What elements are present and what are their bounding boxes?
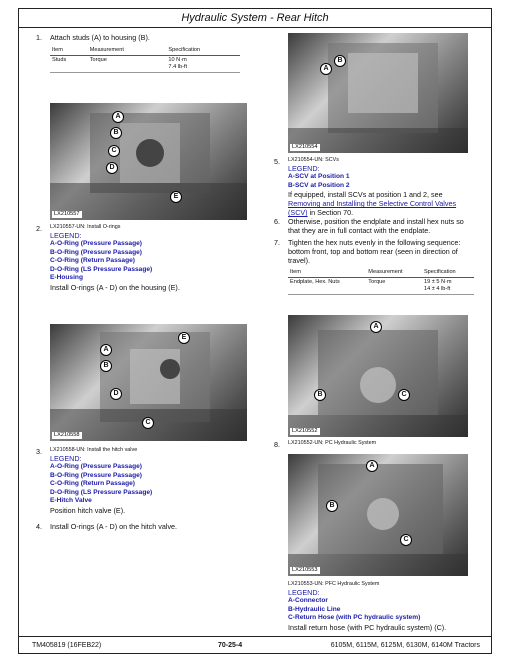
footer-doc-id: TM405819 (16FEB22) <box>32 642 102 649</box>
photo-label: LX210558 <box>54 432 80 438</box>
step-1 <box>36 33 256 73</box>
legend-item: B-O-Ring (Pressure Passage) <box>50 248 142 256</box>
callout-b: B <box>334 55 346 67</box>
step-text: Otherwise, position the endplate and install hex nuts so that they are in full contact with the endplate. <box>288 217 464 235</box>
callout-e: E <box>170 191 182 203</box>
callout-e: E <box>178 332 190 344</box>
step-text-part: If equipped, install SCVs at position 1 and 2, see <box>288 190 443 199</box>
figure-caption: LX210557-UN: Install O-rings <box>50 224 121 230</box>
legend-item: E-Housing <box>50 274 83 281</box>
spec-table <box>288 268 474 295</box>
callout-b: B <box>326 500 338 512</box>
page-footer <box>18 636 492 654</box>
legend-item: A-Connector <box>288 597 328 604</box>
legend-item: B-SCV at Position 2 <box>288 181 350 189</box>
legend-title: LEGEND: <box>50 231 82 240</box>
callout-b: B <box>100 360 112 372</box>
callout-a: A <box>320 63 332 75</box>
figure-caption: LX210554-UN: SCVs <box>288 157 339 163</box>
figure-caption: LX210553-UN: PFC Hydraulic System <box>288 581 380 587</box>
spec-header: Specification <box>422 268 474 278</box>
spec-header: Specification <box>166 46 240 56</box>
step-5 <box>274 157 474 217</box>
spec-header: Measurement <box>88 46 167 56</box>
step-number: 7. <box>274 238 280 247</box>
spec-cell: 10 N·m 7.4 lb-ft <box>166 56 240 73</box>
callout-d: D <box>106 162 118 174</box>
step-number: 8. <box>274 440 280 449</box>
spec-header: Item <box>288 268 366 278</box>
callout-a: A <box>366 460 378 472</box>
photo-illustration <box>288 33 468 153</box>
callout-a: A <box>100 344 112 356</box>
callout-c: C <box>400 534 412 546</box>
legend-item: A-O-Ring (Pressure Passage) <box>50 240 142 247</box>
photo-scvs <box>288 33 468 153</box>
spec-header: Item <box>50 46 88 56</box>
table-row <box>288 278 474 295</box>
legend-item: D-O-Ring (LS Pressure Passage) <box>50 488 153 496</box>
legend-item: E-Hitch Valve <box>50 497 92 504</box>
callout-b: B <box>314 389 326 401</box>
photo-label: LX210557 <box>54 211 80 217</box>
photo-label: LX210554 <box>292 144 318 150</box>
photo-illustration <box>288 315 468 437</box>
step-text: Install O-rings (A - D) on the housing (E). <box>50 282 180 292</box>
photo-pfc-hydraulic-system <box>288 454 468 576</box>
footer-page-number: 70-25-4 <box>218 642 243 649</box>
legend-item: C-Return Hose (with PC hydraulic system) <box>288 614 421 621</box>
step-number: 2. <box>36 224 42 233</box>
callout-d: D <box>110 388 122 400</box>
spec-cell: Torque <box>366 278 422 295</box>
figure-caption: LX210552-UN: PC Hydraulic System <box>288 440 377 446</box>
page-header: Hydraulic System - Rear Hitch <box>18 8 492 28</box>
step-text <box>288 190 474 217</box>
callout-a: A <box>370 321 382 333</box>
step-text: Install O-rings (A - D) on the hitch valve. <box>50 522 178 531</box>
photo-illustration <box>50 103 247 220</box>
step-text-part: in Section 70. <box>307 208 354 217</box>
legend-title: LEGEND: <box>288 164 320 173</box>
callout-b: B <box>110 127 122 139</box>
photo-label: LX210553 <box>292 567 318 573</box>
spec-cell: 19 ± 5 N·m 14 ± 4 lb-ft <box>422 278 474 295</box>
callout-c: C <box>142 417 154 429</box>
step-6 <box>274 217 474 235</box>
scv-section-link[interactable]: Removing and Installing the Selective Control Valves (SCV) <box>288 199 457 217</box>
step-7 <box>274 238 474 295</box>
spec-header: Measurement <box>366 268 422 278</box>
step-number: 3. <box>36 447 42 456</box>
step-8 <box>274 440 474 447</box>
step-number: 4. <box>36 522 42 531</box>
step-number: 1. <box>36 33 42 42</box>
step-text: Tighten the hex nuts evenly in the following sequence: bottom front, top and bottom rear (seen in direction of travel). <box>288 238 461 265</box>
step-number: 6. <box>274 217 280 226</box>
step-number: 5. <box>274 157 280 166</box>
step-text: Install return hose (with PC hydraulic system) (C). <box>288 622 447 632</box>
legend-item: D-O-Ring (LS Pressure Passage) <box>50 265 153 273</box>
step-9 <box>274 581 474 632</box>
legend-title: LEGEND: <box>50 454 82 463</box>
spec-cell: Endplate, Hex. Nuts <box>288 278 366 295</box>
step-3 <box>36 447 256 515</box>
legend-item: B-O-Ring (Pressure Passage) <box>50 471 142 479</box>
footer-models: 6105M, 6115M, 6125M, 6130M, 6140M Tractors <box>330 642 480 649</box>
legend-item: A-SCV at Position 1 <box>288 173 350 180</box>
table-row <box>50 56 240 73</box>
legend-title: LEGEND: <box>288 588 320 597</box>
spec-cell: Torque <box>88 56 167 73</box>
photo-hitch-valve <box>50 324 247 441</box>
photo-illustration <box>288 454 468 576</box>
photo-housing-o-rings <box>50 103 247 220</box>
legend-item: C-O-Ring (Return Passage) <box>50 257 135 264</box>
spec-table <box>50 46 240 73</box>
step-text: Position hitch valve (E). <box>50 505 126 515</box>
legend-item: B-Hydraulic Line <box>288 605 341 613</box>
spec-cell: Studs <box>50 56 88 73</box>
step-4 <box>36 522 256 531</box>
legend-item: C-O-Ring (Return Passage) <box>50 480 135 487</box>
photo-pc-hydraulic-system <box>288 315 468 437</box>
callout-c: C <box>108 145 120 157</box>
figure-caption: LX210558-UN: Install the hitch valve <box>50 447 138 453</box>
photo-label: LX210552 <box>292 428 318 434</box>
callout-c: C <box>398 389 410 401</box>
legend-item: A-O-Ring (Pressure Passage) <box>50 463 142 470</box>
step-text: Attach studs (A) to housing (B). <box>50 33 150 42</box>
step-2 <box>36 224 256 292</box>
callout-a: A <box>112 111 124 123</box>
